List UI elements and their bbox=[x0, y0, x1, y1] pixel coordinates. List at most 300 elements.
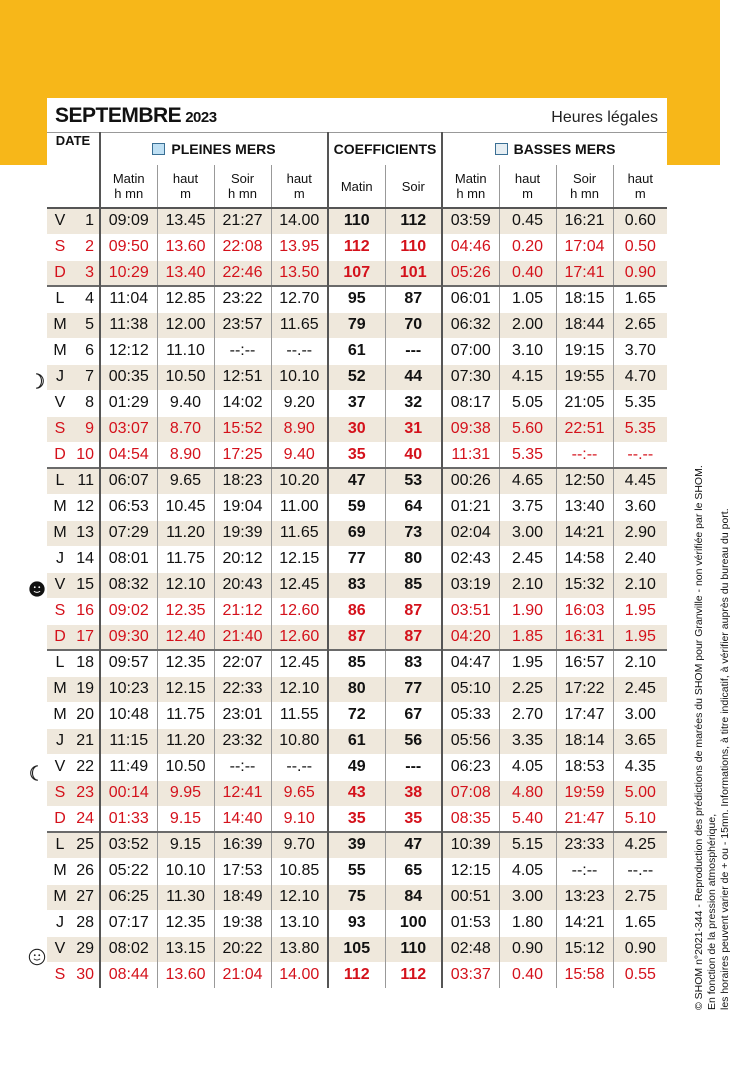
bm-morning-time: 03:19 bbox=[442, 572, 499, 598]
bm-evening-height: 3.00 bbox=[613, 702, 667, 728]
day-letter: M bbox=[53, 524, 67, 541]
table-row bbox=[47, 754, 667, 780]
coef-evening: 101 bbox=[385, 260, 442, 286]
coef-evening: 112 bbox=[385, 208, 442, 234]
bm-evening-height: 4.70 bbox=[613, 364, 667, 390]
table-row bbox=[47, 494, 667, 520]
pm-matin-header: Matin h mn bbox=[100, 165, 157, 208]
bm-morning-time: 06:32 bbox=[442, 312, 499, 338]
day-letter: M bbox=[53, 862, 67, 879]
coef-morning: 75 bbox=[328, 884, 385, 910]
date-cell bbox=[47, 598, 100, 624]
pm-morning-time: 00:14 bbox=[100, 780, 157, 806]
pm-evening-height: 8.90 bbox=[271, 416, 328, 442]
pm-morning-time: 11:49 bbox=[100, 754, 157, 780]
bm-evening-height: 2.40 bbox=[613, 546, 667, 572]
day-number: 13 bbox=[76, 524, 94, 541]
bm-evening-time: 17:41 bbox=[556, 260, 613, 286]
pm-morning-time: 08:32 bbox=[100, 572, 157, 598]
pm-morning-height: 9.15 bbox=[157, 806, 214, 832]
coef-evening: 67 bbox=[385, 702, 442, 728]
coef-morning: 72 bbox=[328, 702, 385, 728]
day-number: 18 bbox=[76, 654, 94, 672]
coef-morning: 61 bbox=[328, 728, 385, 754]
day-letter: J bbox=[56, 732, 64, 749]
pm-morning-height: 13.60 bbox=[157, 962, 214, 988]
day-letter: M bbox=[53, 316, 67, 333]
coef-morning: 49 bbox=[328, 754, 385, 780]
pm-morning-time: 08:44 bbox=[100, 962, 157, 988]
bm-morning-time: 07:30 bbox=[442, 364, 499, 390]
pm-evening-time: 23:22 bbox=[214, 286, 271, 312]
pm-morning-time: 06:53 bbox=[100, 494, 157, 520]
day-number: 25 bbox=[76, 836, 94, 854]
pm-morning-height: 12.40 bbox=[157, 624, 214, 650]
pm-evening-height: 12.10 bbox=[271, 884, 328, 910]
page-subtitle: Heures légales bbox=[551, 109, 658, 126]
day-letter: D bbox=[54, 627, 66, 645]
pm-morning-time: 05:22 bbox=[100, 858, 157, 884]
day-number: 20 bbox=[76, 706, 94, 723]
pm-morning-height: 12.00 bbox=[157, 312, 214, 338]
coef-evening: 87 bbox=[385, 598, 442, 624]
bm-evening-height: 5.35 bbox=[613, 416, 667, 442]
pm-morning-time: 03:07 bbox=[100, 416, 157, 442]
day-number: 2 bbox=[85, 238, 94, 255]
table-row bbox=[47, 234, 667, 260]
bm-morning-time: 06:23 bbox=[442, 754, 499, 780]
day-letter: M bbox=[53, 706, 67, 723]
coef-evening: 32 bbox=[385, 390, 442, 416]
date-cell bbox=[47, 962, 100, 988]
date-cell bbox=[47, 442, 100, 468]
bm-evening-time: 18:53 bbox=[556, 754, 613, 780]
pm-evening-height: 10.85 bbox=[271, 858, 328, 884]
coef-morning: 77 bbox=[328, 546, 385, 572]
coef-morning: 30 bbox=[328, 416, 385, 442]
pm-morning-time: 11:38 bbox=[100, 312, 157, 338]
pm-evening-height: 12.10 bbox=[271, 676, 328, 702]
pm-evening-time: --:-- bbox=[214, 754, 271, 780]
day-letter: S bbox=[54, 420, 66, 437]
date-cell bbox=[47, 650, 100, 676]
pm-evening-time: 16:39 bbox=[214, 832, 271, 858]
day-number: 22 bbox=[76, 758, 94, 775]
date-cell bbox=[47, 676, 100, 702]
date-cell bbox=[47, 468, 100, 494]
pm-evening-time: 17:53 bbox=[214, 858, 271, 884]
coef-evening: 110 bbox=[385, 234, 442, 260]
table-row bbox=[47, 936, 667, 962]
coef-morning: 86 bbox=[328, 598, 385, 624]
day-number: 5 bbox=[85, 316, 94, 333]
bm-evening-time: 21:05 bbox=[556, 390, 613, 416]
bm-evening-height: 5.35 bbox=[613, 390, 667, 416]
bm-evening-height: 3.65 bbox=[613, 728, 667, 754]
pm-morning-height: 11.10 bbox=[157, 338, 214, 364]
table-row bbox=[47, 546, 667, 572]
day-letter: J bbox=[56, 368, 64, 385]
pm-matin-haut-header: haut m bbox=[157, 165, 214, 208]
bm-morning-time: 10:39 bbox=[442, 832, 499, 858]
pm-evening-time: 21:04 bbox=[214, 962, 271, 988]
coef-evening: 77 bbox=[385, 676, 442, 702]
pm-morning-time: 09:02 bbox=[100, 598, 157, 624]
coef-morning: 69 bbox=[328, 520, 385, 546]
bm-evening-time: 14:21 bbox=[556, 520, 613, 546]
day-number: 4 bbox=[85, 290, 94, 308]
bm-morning-height: 5.15 bbox=[499, 832, 556, 858]
pm-evening-height: 11.55 bbox=[271, 702, 328, 728]
pm-morning-time: 12:12 bbox=[100, 338, 157, 364]
date-cell bbox=[47, 910, 100, 936]
day-number: 6 bbox=[85, 342, 94, 359]
coef-evening: 38 bbox=[385, 780, 442, 806]
coef-morning: 87 bbox=[328, 624, 385, 650]
pm-evening-time: 19:39 bbox=[214, 520, 271, 546]
bm-morning-time: 11:31 bbox=[442, 442, 499, 468]
pm-evening-height: 9.70 bbox=[271, 832, 328, 858]
pm-morning-height: 9.40 bbox=[157, 390, 214, 416]
pm-evening-time: 23:57 bbox=[214, 312, 271, 338]
bm-morning-time: 07:08 bbox=[442, 780, 499, 806]
pm-evening-height: 10.10 bbox=[271, 364, 328, 390]
bm-evening-time: 15:32 bbox=[556, 572, 613, 598]
bm-evening-time: 15:58 bbox=[556, 962, 613, 988]
pm-evening-height: 12.70 bbox=[271, 286, 328, 312]
coef-morning: 37 bbox=[328, 390, 385, 416]
date-cell bbox=[47, 338, 100, 364]
day-number: 15 bbox=[76, 576, 94, 593]
coef-morning: 61 bbox=[328, 338, 385, 364]
bm-morning-time: 05:26 bbox=[442, 260, 499, 286]
bm-evening-height: 0.90 bbox=[613, 260, 667, 286]
pm-evening-time: 14:02 bbox=[214, 390, 271, 416]
bm-evening-time: 13:23 bbox=[556, 884, 613, 910]
coef-morning: 110 bbox=[328, 208, 385, 234]
footnote-line-2: les horaires peuvent varier de + ou - 15mn. Informations, à titre indicatif, à vérifier auprès du bureau du port. bbox=[719, 508, 731, 1010]
basses-mers-header bbox=[442, 133, 667, 166]
pm-evening-height: 12.45 bbox=[271, 650, 328, 676]
pm-evening-height: 13.10 bbox=[271, 910, 328, 936]
pm-evening-time: 22:07 bbox=[214, 650, 271, 676]
pm-morning-height: 11.75 bbox=[157, 546, 214, 572]
bm-evening-height: 2.10 bbox=[613, 650, 667, 676]
table-row bbox=[47, 364, 667, 390]
day-number: 9 bbox=[85, 420, 94, 437]
table-row bbox=[47, 858, 667, 884]
pm-evening-time: 22:08 bbox=[214, 234, 271, 260]
table-row bbox=[47, 442, 667, 468]
day-number: 7 bbox=[85, 368, 94, 385]
bm-morning-height: 1.80 bbox=[499, 910, 556, 936]
date-cell bbox=[47, 754, 100, 780]
table-row bbox=[47, 728, 667, 754]
table-row bbox=[47, 702, 667, 728]
pm-evening-height: 9.40 bbox=[271, 442, 328, 468]
day-number: 10 bbox=[76, 445, 94, 463]
bm-evening-time: 19:15 bbox=[556, 338, 613, 364]
pm-soir-haut-header: haut m bbox=[271, 165, 328, 208]
coef-morning: 112 bbox=[328, 234, 385, 260]
coef-evening: --- bbox=[385, 754, 442, 780]
day-number: 30 bbox=[76, 966, 94, 984]
bm-evening-height: 3.60 bbox=[613, 494, 667, 520]
date-cell bbox=[47, 832, 100, 858]
coefficients-header: COEFFICIENTS bbox=[328, 133, 442, 166]
day-letter: S bbox=[54, 238, 66, 255]
pm-evening-height: 10.80 bbox=[271, 728, 328, 754]
day-letter: S bbox=[54, 602, 66, 619]
bm-morning-time: 12:15 bbox=[442, 858, 499, 884]
bm-evening-height: 4.25 bbox=[613, 832, 667, 858]
table-row bbox=[47, 884, 667, 910]
bm-morning-time: 00:51 bbox=[442, 884, 499, 910]
table-row bbox=[47, 390, 667, 416]
day-number: 17 bbox=[76, 627, 94, 645]
coef-evening: 31 bbox=[385, 416, 442, 442]
coef-matin-header: Matin bbox=[328, 165, 385, 208]
pm-evening-time: 19:38 bbox=[214, 910, 271, 936]
bm-morning-time: 04:20 bbox=[442, 624, 499, 650]
table-row bbox=[47, 962, 667, 988]
table-row bbox=[47, 572, 667, 598]
coef-evening: 100 bbox=[385, 910, 442, 936]
bm-evening-height: 4.45 bbox=[613, 468, 667, 494]
day-number: 8 bbox=[85, 394, 94, 411]
pm-morning-height: 12.85 bbox=[157, 286, 214, 312]
bm-morning-time: 04:46 bbox=[442, 234, 499, 260]
bm-morning-height: 4.65 bbox=[499, 468, 556, 494]
coef-evening: 44 bbox=[385, 364, 442, 390]
coef-morning: 55 bbox=[328, 858, 385, 884]
bm-evening-time: 22:51 bbox=[556, 416, 613, 442]
table-row bbox=[47, 416, 667, 442]
bm-morning-height: 1.85 bbox=[499, 624, 556, 650]
pm-morning-height: 12.35 bbox=[157, 910, 214, 936]
coef-evening: 65 bbox=[385, 858, 442, 884]
day-number: 1 bbox=[85, 212, 94, 230]
bm-evening-time: --:-- bbox=[556, 442, 613, 468]
bm-evening-time: 16:03 bbox=[556, 598, 613, 624]
pm-evening-time: 20:43 bbox=[214, 572, 271, 598]
pm-evening-height: 13.95 bbox=[271, 234, 328, 260]
bm-morning-time: 07:00 bbox=[442, 338, 499, 364]
pm-evening-time: 17:25 bbox=[214, 442, 271, 468]
pm-evening-time: 12:51 bbox=[214, 364, 271, 390]
pm-evening-height: 11.00 bbox=[271, 494, 328, 520]
bm-evening-time: 19:55 bbox=[556, 364, 613, 390]
bm-morning-height: 3.10 bbox=[499, 338, 556, 364]
bm-morning-time: 02:04 bbox=[442, 520, 499, 546]
coef-evening: 83 bbox=[385, 650, 442, 676]
coef-morning: 79 bbox=[328, 312, 385, 338]
bm-evening-height: 1.65 bbox=[613, 910, 667, 936]
day-letter: L bbox=[55, 836, 65, 854]
bm-evening-height: 1.65 bbox=[613, 286, 667, 312]
tide-table bbox=[47, 132, 667, 988]
pm-evening-height: 11.65 bbox=[271, 312, 328, 338]
date-header: DATE bbox=[47, 133, 100, 209]
coef-soir-header: Soir bbox=[385, 165, 442, 208]
pm-morning-time: 10:23 bbox=[100, 676, 157, 702]
bm-evening-height: --.-- bbox=[613, 442, 667, 468]
coef-morning: 95 bbox=[328, 286, 385, 312]
pm-morning-height: 11.20 bbox=[157, 728, 214, 754]
pm-morning-time: 09:09 bbox=[100, 208, 157, 234]
date-cell bbox=[47, 624, 100, 650]
bm-morning-height: 5.35 bbox=[499, 442, 556, 468]
coef-morning: 47 bbox=[328, 468, 385, 494]
pm-soir-header: Soir h mn bbox=[214, 165, 271, 208]
bm-morning-time: 02:48 bbox=[442, 936, 499, 962]
bm-morning-height: 1.90 bbox=[499, 598, 556, 624]
bm-morning-height: 4.05 bbox=[499, 858, 556, 884]
coef-morning: 52 bbox=[328, 364, 385, 390]
bm-morning-height: 4.05 bbox=[499, 754, 556, 780]
tide-table-body bbox=[47, 208, 667, 988]
bm-evening-height: 2.90 bbox=[613, 520, 667, 546]
pm-morning-time: 09:50 bbox=[100, 234, 157, 260]
date-cell bbox=[47, 520, 100, 546]
bm-morning-time: 00:26 bbox=[442, 468, 499, 494]
bm-morning-height: 0.45 bbox=[499, 208, 556, 234]
coef-evening: 85 bbox=[385, 572, 442, 598]
bm-morning-time: 08:35 bbox=[442, 806, 499, 832]
bm-morning-height: 1.95 bbox=[499, 650, 556, 676]
new-moon-icon bbox=[28, 580, 46, 598]
bm-evening-time: 18:44 bbox=[556, 312, 613, 338]
pm-morning-time: 06:25 bbox=[100, 884, 157, 910]
bm-evening-time: 13:40 bbox=[556, 494, 613, 520]
table-row bbox=[47, 910, 667, 936]
coef-evening: 35 bbox=[385, 806, 442, 832]
day-letter: M bbox=[53, 680, 67, 697]
pm-morning-time: 10:48 bbox=[100, 702, 157, 728]
day-letter: V bbox=[54, 576, 66, 593]
coef-morning: 80 bbox=[328, 676, 385, 702]
bm-morning-height: 3.00 bbox=[499, 520, 556, 546]
pm-morning-time: 06:07 bbox=[100, 468, 157, 494]
pm-morning-height: 13.45 bbox=[157, 208, 214, 234]
day-number: 26 bbox=[76, 862, 94, 879]
date-cell bbox=[47, 728, 100, 754]
day-letter: J bbox=[56, 550, 64, 567]
bm-evening-time: 18:15 bbox=[556, 286, 613, 312]
pm-evening-time: 23:01 bbox=[214, 702, 271, 728]
day-letter: D bbox=[54, 263, 66, 281]
date-cell bbox=[47, 806, 100, 832]
pm-evening-time: 20:12 bbox=[214, 546, 271, 572]
bm-morning-time: 05:33 bbox=[442, 702, 499, 728]
bm-morning-time: 06:01 bbox=[442, 286, 499, 312]
bm-morning-height: 5.60 bbox=[499, 416, 556, 442]
pm-evening-time: 15:52 bbox=[214, 416, 271, 442]
bm-morning-time: 02:43 bbox=[442, 546, 499, 572]
pm-morning-height: 8.70 bbox=[157, 416, 214, 442]
bm-evening-time: 16:57 bbox=[556, 650, 613, 676]
coef-evening: 84 bbox=[385, 884, 442, 910]
pm-evening-time: 18:23 bbox=[214, 468, 271, 494]
pm-morning-height: 12.15 bbox=[157, 676, 214, 702]
bm-morning-height: 5.40 bbox=[499, 806, 556, 832]
date-cell bbox=[47, 260, 100, 286]
pm-morning-height: 11.20 bbox=[157, 520, 214, 546]
day-letter: L bbox=[55, 472, 65, 490]
table-row bbox=[47, 676, 667, 702]
date-cell bbox=[47, 494, 100, 520]
footnote bbox=[693, 450, 732, 1010]
pm-morning-time: 07:17 bbox=[100, 910, 157, 936]
bm-evening-time: 18:14 bbox=[556, 728, 613, 754]
pm-evening-time: 22:33 bbox=[214, 676, 271, 702]
coef-evening: 73 bbox=[385, 520, 442, 546]
bm-evening-height: 0.50 bbox=[613, 234, 667, 260]
bm-matin-haut-header: haut m bbox=[499, 165, 556, 208]
day-number: 11 bbox=[77, 472, 94, 490]
bm-evening-height: 5.10 bbox=[613, 806, 667, 832]
pm-evening-height: 12.45 bbox=[271, 572, 328, 598]
day-number: 19 bbox=[76, 680, 94, 697]
day-letter: J bbox=[56, 914, 64, 931]
table-row bbox=[47, 312, 667, 338]
bm-morning-height: 3.35 bbox=[499, 728, 556, 754]
bm-evening-time: 16:31 bbox=[556, 624, 613, 650]
bm-evening-time: 17:22 bbox=[556, 676, 613, 702]
bm-evening-time: 12:50 bbox=[556, 468, 613, 494]
day-letter: D bbox=[54, 809, 66, 827]
pm-evening-height: 12.15 bbox=[271, 546, 328, 572]
pm-evening-time: 22:46 bbox=[214, 260, 271, 286]
pm-evening-time: 20:22 bbox=[214, 936, 271, 962]
date-cell bbox=[47, 936, 100, 962]
date-cell bbox=[47, 390, 100, 416]
pm-morning-time: 03:52 bbox=[100, 832, 157, 858]
bm-morning-time: 03:59 bbox=[442, 208, 499, 234]
pm-evening-time: 19:04 bbox=[214, 494, 271, 520]
day-number: 27 bbox=[76, 888, 94, 905]
bm-evening-height: 1.95 bbox=[613, 598, 667, 624]
date-cell bbox=[47, 364, 100, 390]
day-number: 12 bbox=[76, 498, 94, 515]
pm-morning-height: 10.10 bbox=[157, 858, 214, 884]
pm-evening-height: --.-- bbox=[271, 754, 328, 780]
pm-morning-time: 09:30 bbox=[100, 624, 157, 650]
pm-morning-height: 12.10 bbox=[157, 572, 214, 598]
bm-evening-time: 17:47 bbox=[556, 702, 613, 728]
bm-evening-height: 3.70 bbox=[613, 338, 667, 364]
pm-evening-height: 13.50 bbox=[271, 260, 328, 286]
coef-evening: 47 bbox=[385, 832, 442, 858]
coef-evening: 70 bbox=[385, 312, 442, 338]
pm-morning-time: 01:33 bbox=[100, 806, 157, 832]
page-title bbox=[55, 104, 217, 128]
pm-morning-time: 08:02 bbox=[100, 936, 157, 962]
coef-morning: 85 bbox=[328, 650, 385, 676]
pm-evening-height: 11.65 bbox=[271, 520, 328, 546]
bm-morning-time: 04:47 bbox=[442, 650, 499, 676]
pm-morning-time: 09:57 bbox=[100, 650, 157, 676]
day-letter: L bbox=[55, 290, 65, 308]
bm-morning-height: 0.40 bbox=[499, 962, 556, 988]
bm-morning-height: 2.25 bbox=[499, 676, 556, 702]
table-row bbox=[47, 598, 667, 624]
day-number: 24 bbox=[76, 809, 94, 827]
bm-matin-header: Matin h mn bbox=[442, 165, 499, 208]
pm-morning-height: 10.50 bbox=[157, 754, 214, 780]
bm-morning-height: 3.00 bbox=[499, 884, 556, 910]
pm-evening-time: 18:49 bbox=[214, 884, 271, 910]
